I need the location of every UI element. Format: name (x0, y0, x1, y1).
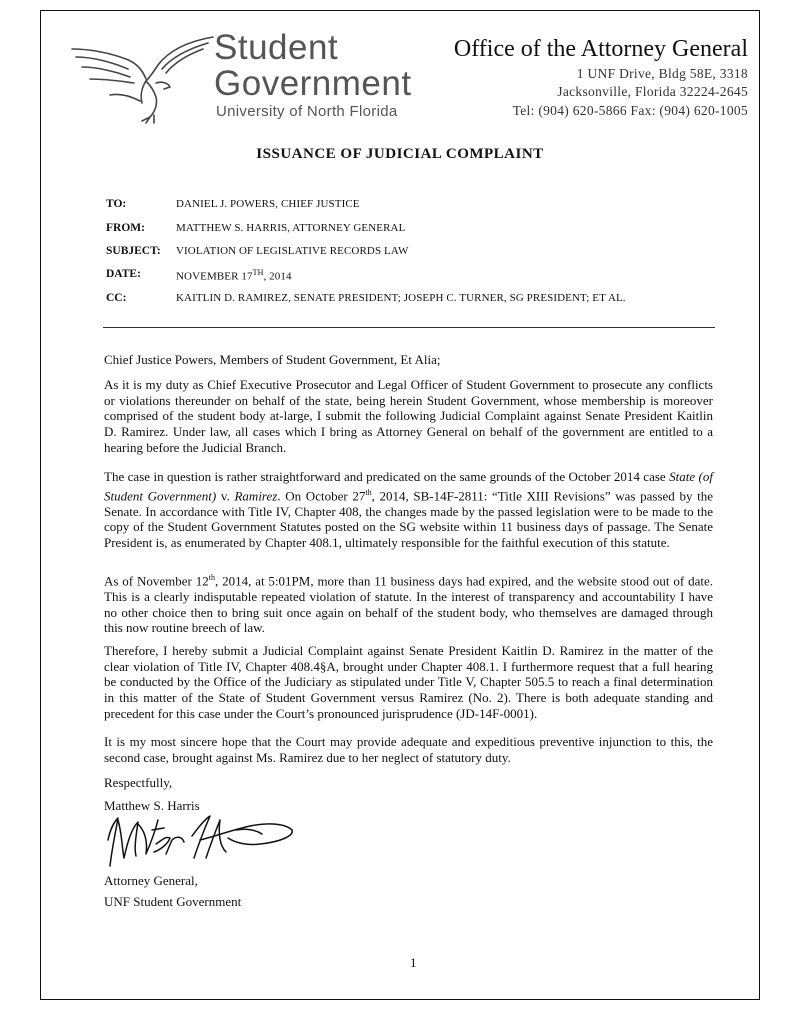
from-label: FROM: (106, 222, 145, 234)
signer-name: Matthew S. Harris (104, 798, 200, 813)
paragraph-2-part-c: , 2014, SB-14F-2811: “Title XIII Revisions” was passed by the Senate. In accordance with Title IV, Chapter 408, the changes made by the passed legislation were to be made to the copy of the Student Government Statutes posted on the SG website within 11 business days of passage. The Senate President is, as enumerated by Chapter 408.1, ultimately responsible for the faithful execution of this statute. (104, 488, 713, 551)
salutation: Chief Justice Powers, Members of Student Government, Et Alia; (104, 352, 441, 367)
date-value-main: NOVEMBER 17 (176, 270, 253, 283)
signer-role: Attorney General, (104, 873, 198, 888)
org-name-line3: University of North Florida (216, 103, 398, 120)
date-value-ordinal: TH (252, 268, 264, 277)
paragraph-2-part-a: The case in question is rather straightforward and predicated on the same grounds of the October 2014 case (104, 469, 670, 484)
page-number: 1 (410, 955, 417, 970)
date-value-year: , 2014 (263, 270, 292, 283)
from-value: MATTHEW S. HARRIS, ATTORNEY GENERAL (176, 222, 406, 234)
paragraph-3-part-b: , 2014, at 5:01PM, more than 11 business days had expired, and the website stood out of date. This is a clearly indisputable repeated violation of statute. In the interest of transparency and accountability I have no other choice then to bring suit once again on behalf of the student body, who themselves are damaged through this now routine breech of law. (104, 573, 713, 636)
document-title: ISSUANCE OF JUDICIAL COMPLAINT (256, 146, 544, 162)
office-title: Office of the Attorney General (453, 36, 748, 62)
paragraph-2-defendant: Ramirez (234, 488, 278, 504)
paragraph-4: Therefore, I hereby submit a Judicial Complaint against Senate President Kaitlin D. Ramirez in the matter of the clear violation of Title IV, Chapter 408.4§A, brought under Chapter 408.1. I furthermore request that a full hearing be conducted by the Office of the Judiciary as stipulated under Title V, Chapter 505.5 to reach a final determination in this matter of the State of Student Government versus Ramirez (No. 2). There is both adequate standing and precedent for this case under the Court’s pronounced jurisprudence (JD-14F-0001). (104, 643, 713, 721)
eagle-logo-icon (70, 35, 215, 125)
address-line1: 1 UNF Drive, Bldg 58E, 3318 (576, 66, 748, 81)
cc-value: KAITLIN D. RAMIREZ, SENATE PRESIDENT; JOSEPH C. TURNER, SG PRESIDENT; ET AL. (176, 292, 626, 304)
paragraph-2-versus: v. (216, 488, 235, 504)
paragraph-3-part-a: As of November 12 (104, 573, 209, 589)
paragraph-2-ordinal: th (365, 487, 372, 497)
to-value: DANIEL J. POWERS, CHIEF JUSTICE (176, 198, 360, 210)
paragraph-3 (104, 570, 713, 636)
valediction: Respectfully, (104, 775, 173, 790)
subject-value: VIOLATION OF LEGISLATIVE RECORDS LAW (176, 245, 409, 257)
paragraph-5: It is my most sincere hope that the Court may provide adequate and expeditious preventive injunction to this, the second case, brought against Ms. Ramirez due to her neglect of statutory duty. (104, 734, 713, 765)
paragraph-2 (104, 469, 713, 551)
header-divider (103, 327, 715, 328)
signer-organization: UNF Student Government (104, 894, 242, 909)
paragraph-2-part-b: . On October 27 (277, 488, 366, 504)
paragraph-1: As it is my duty as Chief Executive Prosecutor and Legal Officer of Student Government to prosecute any conflicts or violations thereunder on behalf of the state, being herein Student Government, whose membership is moreover comprised of the student body at-large, I submit the following Judicial Complaint against Senate President Kaitlin D. Ramirez. Under law, all cases which I bring as Attorney General on behalf of the government are entitled to a hearing before the Judicial Branch. (104, 377, 713, 455)
address-line2: Jacksonville, Florida 32224-2645 (557, 84, 748, 99)
date-value (176, 268, 292, 283)
org-name-line2: Government (214, 64, 412, 103)
paragraph-3-ordinal: th (208, 573, 215, 582)
paragraph-2-case-name: State (of Student Government) (104, 469, 713, 504)
org-name-line1: Student (214, 28, 339, 67)
cc-label: CC: (106, 292, 127, 304)
subject-label: SUBJECT: (106, 245, 161, 257)
to-label: TO: (106, 198, 127, 210)
date-label: DATE: (106, 268, 141, 280)
address-line3: Tel: (904) 620-5866 Fax: (904) 620-1005 (512, 103, 748, 118)
handwritten-signature (100, 800, 300, 872)
